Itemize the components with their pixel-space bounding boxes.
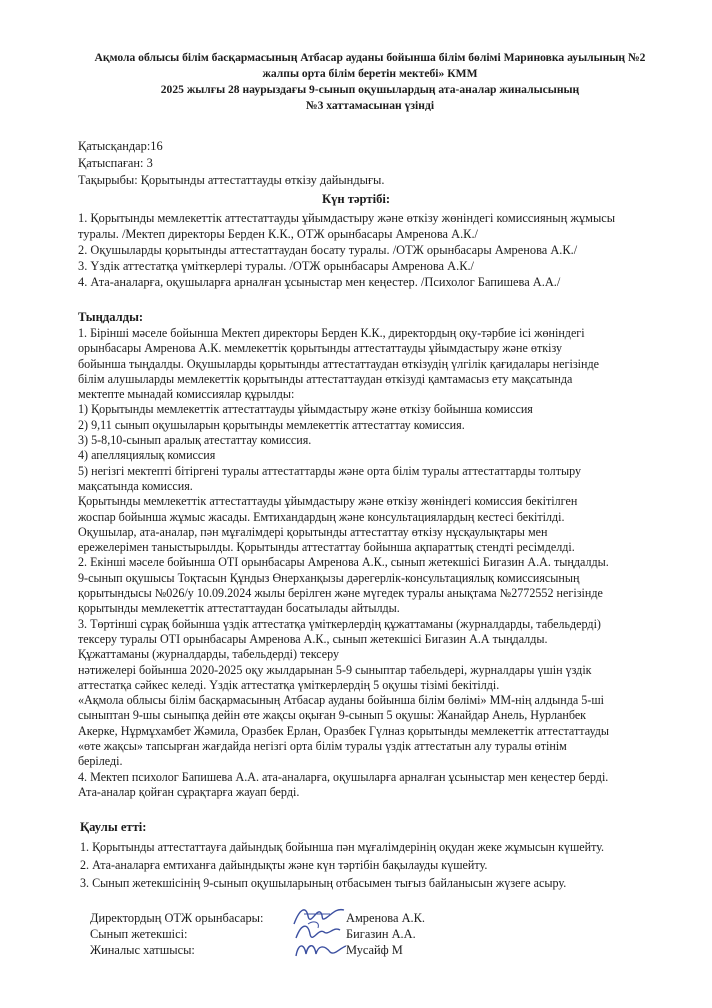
body-line: 5) негізгі мектепті бітіргені туралы аттестаттарды және орта білім туралы аттестаттарды толтыру xyxy=(78,463,582,478)
body-line: Оқушылар, ата-аналар, пән мұғалімдері қорытынды аттестаттау өткізу нұсқаулықтары мен xyxy=(78,524,548,539)
body-line: Акерке, Нұрмұхамбет Жәмила, Оразбек Ерлан, Оразбек Гүлназ қорытынды мемлекеттік аттестаттауды xyxy=(78,723,610,738)
body-line: нәтижелері бойынша 2020-2025 оқу жылдарынан 5-9 сыныптар табельдері, журналдары үшін үздік xyxy=(78,662,592,677)
body-line: беріледі. xyxy=(78,754,123,769)
body-line: қорытындысы №026/у 10.09.2024 жылы берілген және мүгедек туралы анықтама №2772552 негізінде xyxy=(78,586,603,601)
body-line: білім алушыларды мемлекеттік қорытынды аттестаттаудан өткізуді қамтамасыз ету мақсатында xyxy=(78,371,573,386)
agenda-line: 2. Оқушыларды қорытынды аттестаттаудан босату туралы. /ОТЖ орынбасары Амренова А.К./ xyxy=(78,243,578,257)
body-line: 3. Төртінші сұрақ бойынша үздік аттестатқа үміткерлердің құжаттаманы (журналдарды, табельдерді) xyxy=(78,616,601,631)
body-line: 1) Қорытынды мемлекеттік аттестаттауды ұйымдастыру және өткізу бойынша комиссия xyxy=(78,402,533,417)
signature-row xyxy=(90,942,550,958)
signature-name: Мусайф М xyxy=(346,943,403,957)
signature-role: Сынып жетекшісі: xyxy=(90,927,188,941)
header-line-4: №3 хаттамасынан үзінді xyxy=(305,99,435,112)
header-line-3: 2025 жылғы 28 наурыздағы 9-сынып оқушылардың ата-аналар жиналысының xyxy=(160,83,580,96)
body-line: «өте жақсы» тапсырған жағдайда негізгі орта білім туралы үздік аттестатын алу туралы өтінім xyxy=(78,739,567,754)
body-line: мақсатында комиссия. xyxy=(78,478,193,493)
body-line: 3) 5-8,10-сынып аралық атестаттау комиссия. xyxy=(78,433,312,448)
body-line: 1. Бірінші мәселе бойынша Мектеп директоры Берден К.К., директордың оқу-тәрбие ісі жөніндегі xyxy=(78,326,585,340)
signature-name: Бигазин А.А. xyxy=(346,927,416,941)
present-count: Қатысқандар:16 xyxy=(78,139,163,153)
meeting-topic: Тақырыбы: Қорытынды аттестаттауды өткізу дайындығы. xyxy=(78,173,385,187)
resolved-title: Қаулы етті: xyxy=(80,820,147,834)
body-line: Қорытынды мемлекеттік аттестаттауды ұйымдастыру және өткізу жөніндегі комиссия бекітілген xyxy=(78,494,578,509)
resolved-line: 1. Қорытынды аттестаттауға дайындық бойынша пән мұғалімдерінің оқудан жеке жұмысын күшейту. xyxy=(80,840,605,854)
body-line: сыныптан 9-шы сыныпқа дейін өте жақсы оқыған 9-сынып 5 оқушы: Жанайдар Анель, Нурланбек xyxy=(78,708,587,723)
body-line: 4) апелляциялық комиссия xyxy=(78,448,216,463)
agenda-list xyxy=(78,210,690,290)
body-line: бойынша тыңдалды. Оқушыларды қорытынды аттестаттаудан өткізудің үлгілік қағидалары негізінде xyxy=(78,356,600,371)
resolved-line: 3. Сынып жетекшісінің 9-сынып оқушыларының отбасымен тығыз байланысын жүзеге асыру. xyxy=(80,876,567,890)
handwritten-signature-icon xyxy=(290,934,350,964)
absent-count: Қатыспаған: 3 xyxy=(78,156,153,170)
heard-title: Тыңдалды: xyxy=(78,310,144,324)
body-line: аттестатқа сәйкес келеді. Үздік аттестатқа үміткерлердің 5 оқушы тізімі бекітілді. xyxy=(78,677,500,692)
body-line: Құжаттаманы (журналдарды, табельдерді) тексеру xyxy=(78,647,340,662)
body-line: қорытынды мемлекеттік аттестаттаудан босатылады айтылды. xyxy=(78,601,400,616)
agenda-line: туралы. /Мектеп директоры Берден К.К., ОТЖ орынбасары Амренова А.К./ xyxy=(78,227,478,241)
agenda-line: 1. Қорытынды мемлекеттік аттестаттауды ұйымдастыру және өткізу жөніндегі комиссияның жұмысы xyxy=(78,211,616,225)
body-line: 2. Екінші мәселе бойынша ОТІ орынбасары Амренова А.К., сынып жетекшісі Бигазин А.А. тыңдалды. xyxy=(78,555,609,570)
signature-name: Амренова А.К. xyxy=(346,911,426,925)
meeting-meta xyxy=(78,138,384,189)
signature-block xyxy=(90,910,550,958)
body-line: тексеру туралы ОТІ орынбасары Амренова А.К., сынып жетекшісі Бигазин А.А тыңдалды. xyxy=(78,631,548,646)
body-line: мектепте мынадай комиссиялар құрылды: xyxy=(78,387,295,402)
body-line: ережелерімен таныстырылды. Қорытынды аттестаттау бойынша ақпараттық стендті ресімделді. xyxy=(78,540,575,555)
body-line: 4. Мектеп психолог Бапишева А.А. ата-аналарға, оқушыларға арналған ұсыныстар мен кеңестер берді. xyxy=(78,769,609,784)
header-line-2: жалпы орта білім беретін мектебі» КММ xyxy=(262,67,478,80)
resolved-line: 2. Ата-аналарға емтиханға дайындықты және күн тәртібін бақылауды күшейту. xyxy=(80,858,488,872)
body-line: 9-сынып оқушысы Тоқтасын Құндыз Өнерханқызы дәрегерлік-консультациялық комиссиясының xyxy=(78,570,580,585)
agenda-line: 3. Үздік аттестатқа үміткерлері туралы. /ОТЖ орынбасары Амренова А.К./ xyxy=(78,259,474,273)
body-line: «Ақмола облысы білім басқармасының Атбасар ауданы бойынша білім бөлімі» ММ-нің алдында 5-ші xyxy=(78,693,605,708)
body-line: жоспар бойынша жұмыс жасады. Емтихандардың және консультациялардың кестесі бекітілді. xyxy=(78,509,565,524)
heard-body xyxy=(78,326,698,800)
resolved-list xyxy=(80,838,700,892)
header-line-1: Ақмола облысы білім басқармасының Атбасар ауданы бойынша білім бөлімі Мариновка ауылының №2 xyxy=(94,51,646,64)
body-line: Ата-аналар қойған сұрақтарға жауап берді. xyxy=(78,784,300,799)
agenda-line: 4. Ата-аналарға, оқушыларға арналған ұсыныстар мен кеңестер. /Психолог Бапишева А.А./ xyxy=(78,275,561,289)
document-header xyxy=(60,50,680,114)
body-line: 2) 9,11 сынып оқушыларын қорытынды мемлекеттік аттестаттау комиссия. xyxy=(78,417,465,432)
body-line: орынбасары Амренова А.К. мемлекеттік қорытынды аттестаттауды ұйымдастыру және өткізу xyxy=(78,341,563,356)
signature-role: Директордың ОТЖ орынбасары: xyxy=(90,911,264,925)
agenda-title: Күн тәртібі: xyxy=(321,192,391,206)
signature-role: Жиналыс хатшысы: xyxy=(90,943,195,957)
